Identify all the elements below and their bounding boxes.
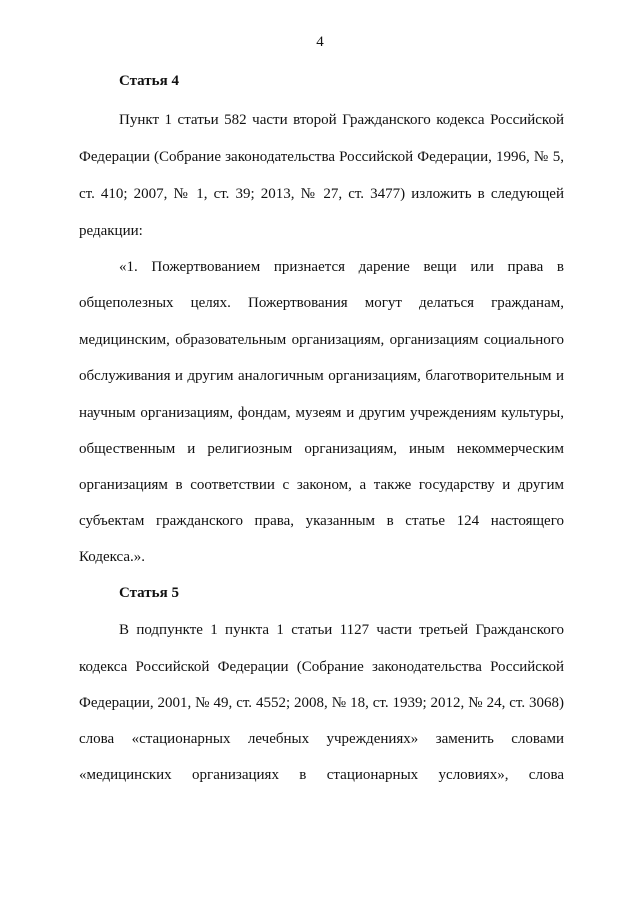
article-4-quote-line: медицинским, образовательным организациям, организациям социального (79, 332, 564, 348)
page-number: 4 (316, 34, 324, 50)
article-4-quote-line: общественным и религиозным организациям, иным некоммерческим (79, 441, 564, 457)
article-4-quote-line: обслуживания и другим аналогичным организациям, благотворительным и (79, 368, 564, 384)
article-4-quote-line: организациям в соответствии с законом, а также государству и другим (79, 477, 564, 493)
article-5-line: слова «стационарных лечебных учреждениях» заменить словами (79, 731, 564, 747)
article-4-quote-line: субъектам гражданского права, указанным в статье 124 настоящего (79, 513, 564, 529)
article-4-line: Федерации (Собрание законодательства Российской Федерации, 1996, № 5, (79, 149, 564, 165)
article-5-line: Федерации, 2001, № 49, ст. 4552; 2008, № 18, ст. 1939; 2012, № 24, ст. 3068) (79, 695, 564, 711)
article-4-line: редакции: (79, 223, 143, 239)
article-5-line: В подпункте 1 пункта 1 статьи 1127 части третьей Гражданского (119, 622, 564, 638)
article-4-quote-line: научным организациям, фондам, музеям и другим учреждениям культуры, (79, 405, 564, 421)
article-4-quote-line: общеполезных целях. Пожертвования могут делаться гражданам, (79, 295, 564, 311)
article-4-heading: Статья 4 (119, 73, 179, 89)
article-4-quote-line: «1. Пожертвованием признается дарение вещи или права в (119, 259, 564, 275)
article-5-heading: Статья 5 (119, 585, 179, 601)
article-4-line: ст. 410; 2007, № 1, ст. 39; 2013, № 27, ст. 3477) изложить в следующей (79, 186, 564, 202)
article-4-quote-line: Кодекса.». (79, 549, 146, 565)
article-5-line: «медицинских организациях в стационарных условиях», слова (79, 767, 564, 783)
article-4-line: Пункт 1 статьи 582 части второй Гражданского кодекса Российской (119, 112, 564, 128)
article-5-line: кодекса Российской Федерации (Собрание законодательства Российской (79, 659, 564, 675)
